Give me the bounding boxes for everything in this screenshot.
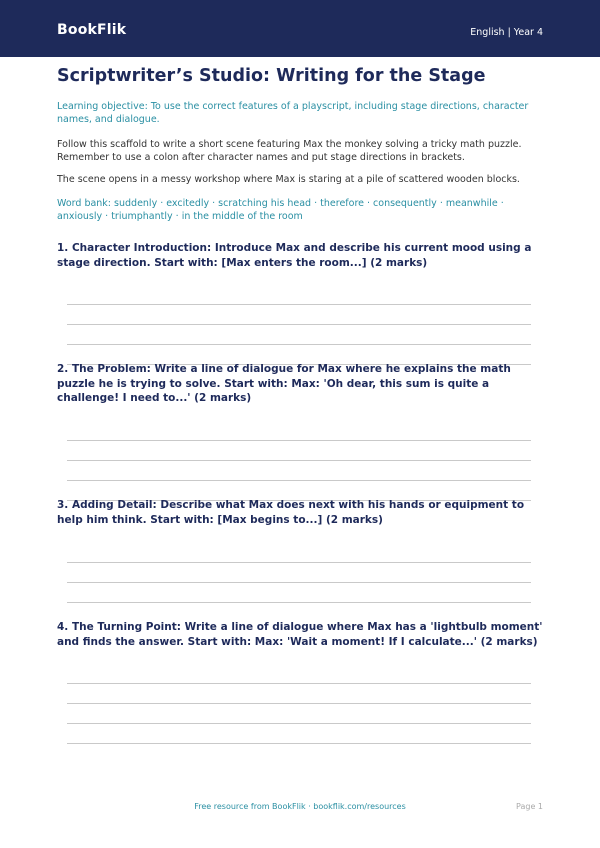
- question-2: 2. The Problem: Write a line of dialogue for Max where he explains the math puzzle he is trying to solve. Start with: Max: 'Oh dear, this sum is quite a challenge! I need to...' (2 marks): [57, 363, 511, 404]
- answer-line[interactable]: [67, 460, 531, 461]
- question-3: 3. Adding Detail: Describe what Max does next with his hands or equipment to help him think. Start with: [Max begins to...] (2 marks): [57, 499, 525, 526]
- answer-line[interactable]: [67, 440, 531, 441]
- learning-objective: Learning objective: To use the correct features of a playscript, including stage directions, character names, and dialogue.: [57, 101, 529, 125]
- answer-line[interactable]: [67, 602, 531, 603]
- answer-line[interactable]: [67, 562, 531, 563]
- answer-line[interactable]: [67, 582, 531, 583]
- question-4: 4. The Turning Point: Write a line of dialogue where Max has a 'lightbulb moment' and finds the answer. Start with: Max: 'Wait a moment! If I calculate...' (2 marks): [57, 621, 543, 648]
- answer-line[interactable]: [67, 344, 531, 345]
- subject-year-label: English | Year 4: [470, 27, 543, 38]
- page-number: Page 1: [516, 802, 543, 811]
- answer-line[interactable]: [67, 324, 531, 325]
- header-bar: [0, 0, 600, 57]
- instructions-paragraph: Follow this scaffold to write a short scene featuring Max the monkey solving a tricky math puzzle. Remember to use a colon after character names and put stage directions in brackets.: [57, 139, 522, 163]
- answer-line[interactable]: [67, 743, 531, 744]
- word-bank: Word bank: suddenly · excitedly · scratching his head · therefore · consequently · meanwhile · anxiously · triumphantly · in the middle of the room: [57, 198, 504, 222]
- answer-line[interactable]: [67, 703, 531, 704]
- brand-logo-text: BookFlik: [57, 22, 127, 38]
- answer-line[interactable]: [67, 723, 531, 724]
- scene-paragraph: The scene opens in a messy workshop where Max is staring at a pile of scattered wooden blocks.: [57, 174, 520, 185]
- answer-line[interactable]: [67, 480, 531, 481]
- answer-line[interactable]: [67, 304, 531, 305]
- worksheet-title: Scriptwriter’s Studio: Writing for the Stage: [57, 66, 486, 86]
- answer-line[interactable]: [67, 683, 531, 684]
- question-1: 1. Character Introduction: Introduce Max and describe his current mood using a stage direction. Start with: [Max enters the room...] (2 marks): [57, 242, 532, 269]
- footer-resource-link[interactable]: Free resource from BookFlik · bookflik.com/resources: [194, 802, 406, 811]
